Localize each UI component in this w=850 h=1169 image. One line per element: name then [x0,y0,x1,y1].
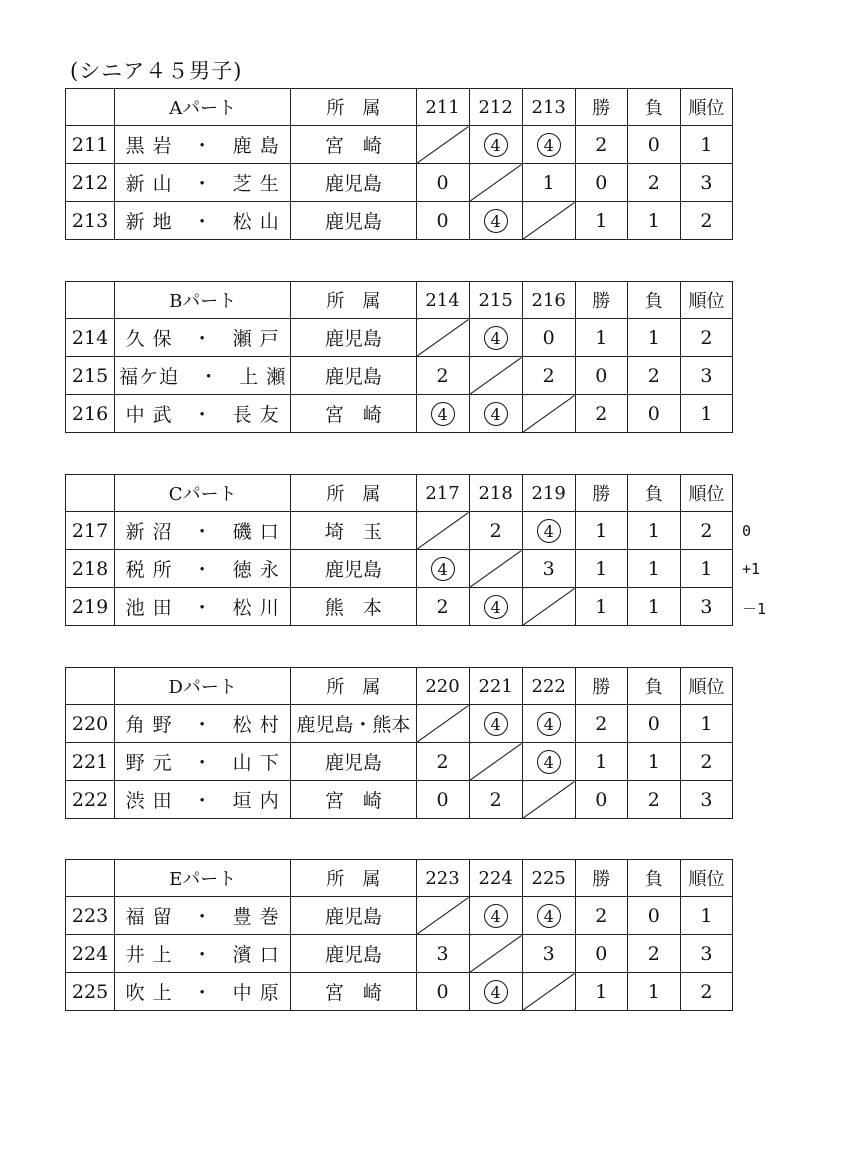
group-table [65,859,733,1011]
self-match-cell [522,395,575,433]
win-circle: 4 [537,519,561,543]
self-match-cell [416,126,469,164]
match-score: 0 [416,164,469,202]
losses-value: 2 [627,781,680,819]
match-score: 0 [416,973,469,1011]
group-table [65,281,733,433]
team-affiliation: 鹿児島 [291,164,416,202]
win-circle: 4 [484,402,508,426]
team-names: 渋 田 ・ 垣 内 [115,781,291,819]
affiliation-header: 所 属 [291,282,416,319]
losses-value: 0 [627,897,680,935]
affiliation-header: 所 属 [291,89,416,126]
match-score-win [522,743,575,781]
team-affiliation: 鹿児島 [291,935,416,973]
table-row [66,550,733,588]
self-match-cell [469,550,522,588]
self-match-cell [469,164,522,202]
corner-cell [66,89,115,126]
rank-value: 1 [680,705,732,743]
losses-value: 2 [627,357,680,395]
losses-value: 0 [627,126,680,164]
match-score-win [469,202,522,240]
team-id: 218 [66,550,115,588]
self-match-cell [416,897,469,935]
opponent-id-header: 221 [469,668,522,705]
match-score: 0 [416,202,469,240]
opponent-id-header: 211 [416,89,469,126]
team-affiliation: 宮 崎 [291,781,416,819]
losses-header: 負 [627,282,680,319]
team-names: 野 元 ・ 山 下 [115,743,291,781]
team-affiliation: 鹿児島 [291,202,416,240]
win-circle: 4 [537,712,561,736]
team-id: 219 [66,588,115,626]
rank-header: 順位 [680,89,732,126]
table-header-row [66,475,733,512]
table-header-row [66,282,733,319]
match-score: 3 [522,550,575,588]
team-names: 税 所 ・ 徳 永 [115,550,291,588]
win-circle: 4 [484,980,508,1004]
win-circle: 4 [484,904,508,928]
corner-cell [66,860,115,897]
group-block [65,859,733,1011]
rank-value: 2 [680,973,732,1011]
losses-header: 負 [627,475,680,512]
team-names: 角 野 ・ 松 村 [115,705,291,743]
match-score: 2 [469,512,522,550]
affiliation-header: 所 属 [291,475,416,512]
match-score-win [469,126,522,164]
win-circle: 4 [431,557,455,581]
match-score: 1 [522,164,575,202]
table-row [66,781,733,819]
group-block [65,667,733,819]
match-score-win [522,512,575,550]
wins-header: 勝 [575,282,627,319]
match-score-win [469,897,522,935]
rank-header: 順位 [680,668,732,705]
team-affiliation: 鹿児島 [291,319,416,357]
team-names: 中 武 ・ 長 友 [115,395,291,433]
opponent-id-header: 212 [469,89,522,126]
losses-header: 負 [627,668,680,705]
losses-value: 1 [627,550,680,588]
table-row [66,935,733,973]
self-match-cell [522,202,575,240]
wins-value: 2 [575,126,627,164]
self-match-cell [416,319,469,357]
losses-value: 0 [627,395,680,433]
rank-value: 3 [680,164,732,202]
part-label: Bパート [115,282,291,319]
rank-value: 1 [680,550,732,588]
win-circle: 4 [484,326,508,350]
group-block [65,88,733,240]
tiebreak-note: +1 [742,560,761,578]
rank-header: 順位 [680,860,732,897]
match-score: 2 [522,357,575,395]
group-block [65,281,733,433]
team-id: 212 [66,164,115,202]
table-row [66,705,733,743]
opponent-id-header: 214 [416,282,469,319]
part-label: Dパート [115,668,291,705]
match-score-win [416,550,469,588]
opponent-id-header: 224 [469,860,522,897]
wins-value: 1 [575,512,627,550]
losses-value: 2 [627,164,680,202]
opponent-id-header: 222 [522,668,575,705]
match-score: 0 [522,319,575,357]
team-names: 新 地 ・ 松 山 [115,202,291,240]
team-id: 214 [66,319,115,357]
rank-value: 3 [680,935,732,973]
wins-value: 1 [575,588,627,626]
team-id: 225 [66,973,115,1011]
match-score-win [522,126,575,164]
opponent-id-header: 216 [522,282,575,319]
wins-value: 1 [575,743,627,781]
opponent-id-header: 225 [522,860,575,897]
match-score-win [469,973,522,1011]
rank-value: 1 [680,395,732,433]
table-row [66,164,733,202]
team-names: 久 保 ・ 瀬 戸 [115,319,291,357]
table-row [66,126,733,164]
group-table [65,474,733,626]
corner-cell [66,282,115,319]
team-affiliation: 鹿児島 [291,897,416,935]
match-score-win [522,705,575,743]
team-affiliation: 宮 崎 [291,126,416,164]
match-score: 2 [416,588,469,626]
rank-value: 1 [680,897,732,935]
wins-header: 勝 [575,860,627,897]
part-label: Eパート [115,860,291,897]
wins-value: 1 [575,319,627,357]
group-table [65,88,733,240]
rank-value: 3 [680,781,732,819]
team-id: 216 [66,395,115,433]
team-affiliation: 宮 崎 [291,395,416,433]
table-header-row [66,860,733,897]
team-names: 福 留 ・ 豊 巻 [115,897,291,935]
losses-value: 1 [627,588,680,626]
team-affiliation: 埼 玉 [291,512,416,550]
match-score-win [469,319,522,357]
team-names: 新 山 ・ 芝 生 [115,164,291,202]
win-circle: 4 [484,595,508,619]
self-match-cell [522,973,575,1011]
table-row [66,319,733,357]
table-row [66,743,733,781]
match-score-win [416,395,469,433]
losses-value: 0 [627,705,680,743]
match-score: 3 [416,935,469,973]
opponent-id-header: 218 [469,475,522,512]
self-match-cell [416,512,469,550]
team-affiliation: 熊 本 [291,588,416,626]
rank-value: 3 [680,357,732,395]
self-match-cell [522,588,575,626]
wins-value: 0 [575,357,627,395]
team-id: 220 [66,705,115,743]
match-score: 2 [416,357,469,395]
rank-header: 順位 [680,475,732,512]
page-title: (シニア４５男子) [70,59,243,83]
corner-cell [66,475,115,512]
win-circle: 4 [431,402,455,426]
rank-value: 2 [680,743,732,781]
rank-header: 順位 [680,282,732,319]
table-row [66,897,733,935]
self-match-cell [469,743,522,781]
self-match-cell [522,781,575,819]
opponent-id-header: 215 [469,282,522,319]
opponent-id-header: 213 [522,89,575,126]
team-id: 215 [66,357,115,395]
team-id: 211 [66,126,115,164]
part-label: Aパート [115,89,291,126]
team-names: 新 沼 ・ 磯 口 [115,512,291,550]
match-score: 2 [416,743,469,781]
table-row [66,202,733,240]
wins-value: 1 [575,550,627,588]
table-row [66,395,733,433]
team-affiliation: 鹿児島・熊本 [291,705,416,743]
team-names: 井 上 ・ 濱 口 [115,935,291,973]
opponent-id-header: 220 [416,668,469,705]
wins-header: 勝 [575,475,627,512]
team-affiliation: 鹿児島 [291,743,416,781]
losses-value: 1 [627,743,680,781]
rank-value: 2 [680,319,732,357]
affiliation-header: 所 属 [291,860,416,897]
opponent-id-header: 217 [416,475,469,512]
self-match-cell [469,357,522,395]
losses-value: 1 [627,202,680,240]
win-circle: 4 [537,904,561,928]
losses-value: 1 [627,319,680,357]
team-id: 224 [66,935,115,973]
losses-value: 2 [627,935,680,973]
team-affiliation: 鹿児島 [291,357,416,395]
team-id: 213 [66,202,115,240]
wins-value: 1 [575,202,627,240]
group-block [65,474,733,626]
table-header-row [66,668,733,705]
table-row [66,357,733,395]
table-row [66,973,733,1011]
wins-value: 2 [575,395,627,433]
table-row [66,512,733,550]
losses-value: 1 [627,512,680,550]
rank-value: 2 [680,512,732,550]
affiliation-header: 所 属 [291,668,416,705]
rank-value: 2 [680,202,732,240]
losses-header: 負 [627,89,680,126]
wins-value: 1 [575,973,627,1011]
self-match-cell [416,705,469,743]
wins-value: 2 [575,705,627,743]
group-table [65,667,733,819]
match-score: 3 [522,935,575,973]
opponent-id-header: 219 [522,475,575,512]
rank-value: 3 [680,588,732,626]
rank-value: 1 [680,126,732,164]
team-affiliation: 鹿児島 [291,550,416,588]
win-circle: 4 [484,209,508,233]
team-names: 吹 上 ・ 中 原 [115,973,291,1011]
match-score-win [469,588,522,626]
team-id: 217 [66,512,115,550]
match-score-win [522,897,575,935]
win-circle: 4 [484,712,508,736]
table-header-row [66,89,733,126]
part-label: Cパート [115,475,291,512]
match-score: 0 [416,781,469,819]
wins-header: 勝 [575,668,627,705]
team-names: 福ケ迫 ・ 上 瀬 [115,357,291,395]
team-names: 池 田 ・ 松 川 [115,588,291,626]
wins-value: 0 [575,781,627,819]
match-score: 2 [469,781,522,819]
win-circle: 4 [537,750,561,774]
opponent-id-header: 223 [416,860,469,897]
losses-value: 1 [627,973,680,1011]
win-circle: 4 [484,133,508,157]
tiebreak-note: 0 [742,522,752,540]
win-circle: 4 [537,133,561,157]
wins-value: 2 [575,897,627,935]
losses-header: 負 [627,860,680,897]
wins-value: 0 [575,935,627,973]
tiebreak-note: －1 [742,600,767,618]
wins-value: 0 [575,164,627,202]
team-names: 黒 岩 ・ 鹿 島 [115,126,291,164]
wins-header: 勝 [575,89,627,126]
table-row [66,588,733,626]
corner-cell [66,668,115,705]
match-score-win [469,395,522,433]
team-id: 223 [66,897,115,935]
self-match-cell [469,935,522,973]
team-affiliation: 宮 崎 [291,973,416,1011]
match-score-win [469,705,522,743]
team-id: 221 [66,743,115,781]
team-id: 222 [66,781,115,819]
